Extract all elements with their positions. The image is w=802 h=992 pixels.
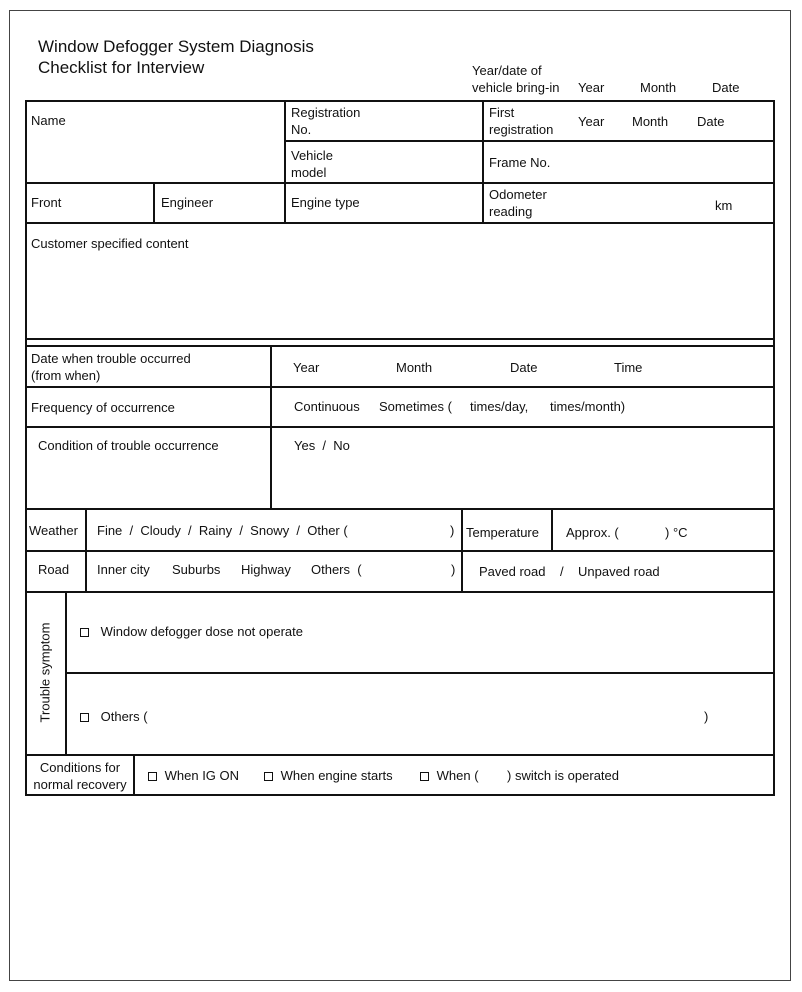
line-h6 [25, 426, 775, 428]
recovery-ig-on[interactable]: When IG ON [148, 767, 239, 784]
line-h9 [25, 591, 775, 593]
condition-label: Condition of trouble occurrence [38, 438, 219, 453]
weather-close: ) [450, 523, 455, 538]
first-reg-date[interactable]: Date [697, 114, 725, 129]
customer-content-label: Customer specified content [31, 236, 189, 251]
frequency-times-month: times/month) [550, 399, 626, 414]
line-h1 [284, 140, 774, 142]
line-h11 [25, 754, 775, 756]
title-line-2: Checklist for Interview [38, 58, 205, 77]
bring-in-year[interactable]: Year [578, 80, 605, 95]
road-close: ) [451, 562, 456, 577]
title-line-1: Window Defogger System Diagnosis [38, 37, 314, 56]
trouble-date[interactable]: Date [510, 360, 538, 375]
line-v-temp [461, 508, 463, 592]
vehicle-model-label: Vehicle model [291, 148, 333, 180]
line-h4b [25, 345, 775, 347]
road-suburbs[interactable]: Suburbs [172, 562, 221, 577]
symptom-others-close: ) [704, 709, 709, 724]
trouble-symptom-label: Trouble symptom [37, 622, 53, 723]
odometer-unit: km [715, 198, 733, 213]
line-h8 [25, 550, 775, 552]
line-v-symptom [65, 591, 67, 755]
line-v-front [153, 182, 155, 223]
road-highway[interactable]: Highway [241, 562, 291, 577]
weather-options[interactable]: Fine / Cloudy / Rainy / Snowy / Other ( [97, 523, 348, 538]
form-title [38, 36, 314, 78]
checkbox-icon[interactable] [148, 772, 157, 781]
engine-type-label: Engine type [291, 195, 360, 210]
trouble-time[interactable]: Time [614, 360, 643, 375]
line-v-date [270, 345, 272, 509]
road-inner-city[interactable]: Inner city [97, 562, 150, 577]
symptom-item-defogger[interactable]: Window defogger dose not operate [80, 623, 303, 640]
line-h5 [25, 386, 775, 388]
line-h7 [25, 508, 775, 510]
line-v-reg [482, 100, 484, 223]
frequency-sometimes[interactable]: Sometimes ( [379, 399, 452, 414]
checkbox-icon[interactable] [80, 628, 89, 637]
line-h4a [25, 338, 775, 340]
checkbox-icon[interactable] [80, 713, 89, 722]
frequency-label: Frequency of occurrence [31, 400, 175, 415]
engineer-label: Engineer [161, 195, 214, 210]
frequency-times-day: times/day, [470, 399, 529, 414]
weather-label: Weather [29, 523, 78, 538]
bring-in-label: Year/date of vehicle bring-in [472, 63, 560, 95]
road-label: Road [38, 562, 70, 577]
road-paved[interactable]: Paved road / Unpaved road [479, 564, 660, 579]
bring-in-month[interactable]: Month [640, 80, 677, 95]
line-v-approx [551, 508, 553, 551]
line-h10 [65, 672, 775, 674]
front-label: Front [31, 195, 62, 210]
trouble-year[interactable]: Year [293, 360, 320, 375]
temperature-approx[interactable]: Approx. ( [566, 525, 619, 540]
condition-yes-no[interactable]: Yes / No [294, 438, 350, 453]
line-v-name [284, 100, 286, 223]
recovery-engine-starts[interactable]: When engine starts [264, 767, 393, 784]
temperature-label: Temperature [466, 525, 539, 540]
line-h2 [25, 182, 775, 184]
registration-label: Registration No. [291, 105, 361, 137]
trouble-month[interactable]: Month [396, 360, 433, 375]
first-registration-label: First registration [489, 105, 554, 137]
first-reg-year[interactable]: Year [578, 114, 605, 129]
temperature-unit: ) °C [665, 525, 688, 540]
symptom-item-others[interactable]: Others ( [80, 708, 148, 725]
first-reg-month[interactable]: Month [632, 114, 669, 129]
recovery-label: Conditions for normal recovery [33, 760, 127, 792]
frame-no-label: Frame No. [489, 155, 551, 170]
odometer-label: Odometer reading [489, 187, 547, 219]
line-v-weather [85, 508, 87, 592]
recovery-switch-tail: ) switch is operated [507, 768, 619, 783]
checkbox-icon[interactable] [420, 772, 429, 781]
frequency-continuous[interactable]: Continuous [294, 399, 360, 414]
recovery-switch-operated[interactable]: When ( [420, 767, 479, 784]
line-h3 [25, 222, 775, 224]
trouble-date-label: Date when trouble occurred (from when) [31, 351, 191, 383]
checkbox-icon[interactable] [264, 772, 273, 781]
road-others[interactable]: Others ( [311, 562, 362, 577]
name-label: Name [31, 113, 66, 128]
bring-in-date[interactable]: Date [712, 80, 740, 95]
